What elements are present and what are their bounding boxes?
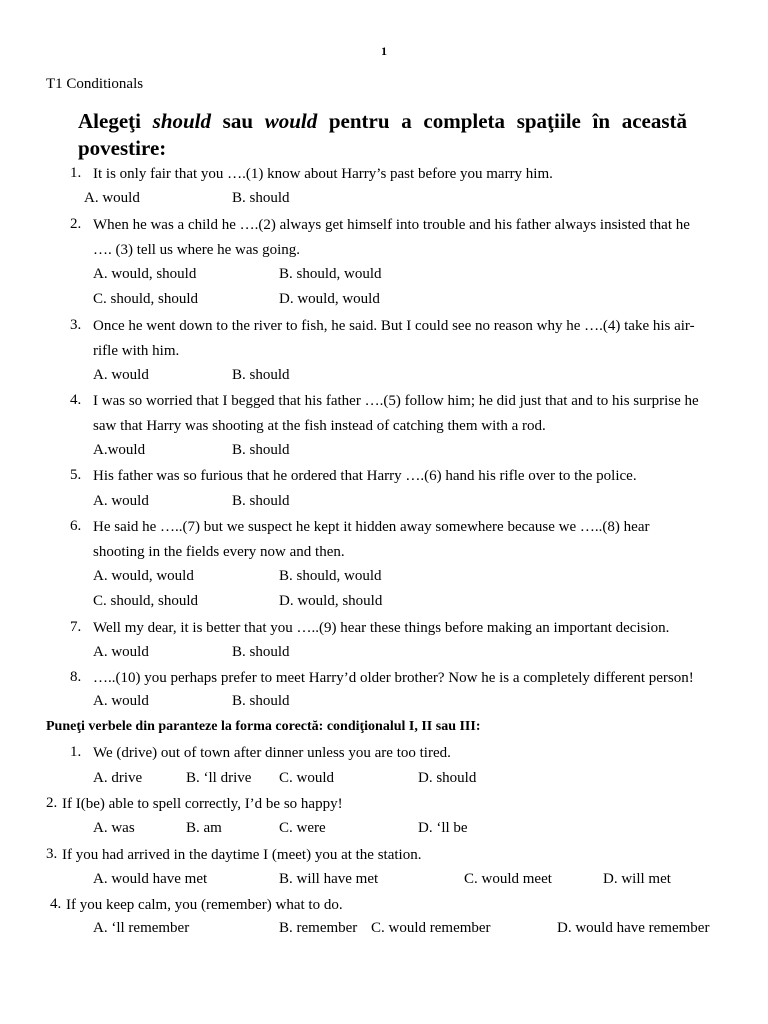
question-text: He said he …..(7) but we suspect he kept it hidden away somewhere because we …..(8) hear xyxy=(93,519,650,535)
title-word: completa xyxy=(423,109,506,133)
question-text: Well my dear, it is better that you …..(9) hear these things before making an important decision. xyxy=(93,620,670,636)
question-number: 5. xyxy=(70,467,82,483)
question-number: 6. xyxy=(70,518,82,534)
option-d: D. should xyxy=(418,770,477,786)
option-b: B. will have met xyxy=(279,871,379,887)
question-text: If I(be) able to spell correctly, I’d be so happy! xyxy=(62,796,343,812)
title-word: Alegeţi xyxy=(78,109,141,133)
option-b: B. remember xyxy=(279,920,358,936)
question-number: 4. xyxy=(70,392,82,408)
option-a: A. would xyxy=(93,367,149,383)
option-a: A. would xyxy=(93,693,149,709)
option-a: A. would xyxy=(84,190,140,206)
option-b: B. should xyxy=(232,644,290,660)
option-d: D. would, would xyxy=(279,291,380,307)
title-word: should xyxy=(152,109,212,133)
question-number: 2. xyxy=(46,795,58,811)
option-b: B. am xyxy=(186,820,222,836)
question-number: 2. xyxy=(70,216,82,232)
option-c: C. were xyxy=(279,820,326,836)
question-text: If you keep calm, you (remember) what to do. xyxy=(66,897,343,913)
option-c: C. should, should xyxy=(93,291,199,307)
option-d: D. will met xyxy=(603,871,671,887)
question-number: 7. xyxy=(70,619,82,635)
question-number: 1. xyxy=(70,744,82,760)
title-word: a xyxy=(401,109,412,133)
option-b: B. should xyxy=(232,493,290,509)
question-text: We (drive) out of town after dinner unless you are too tired. xyxy=(93,745,451,761)
section1-title xyxy=(78,108,687,162)
option-a: A. would xyxy=(93,644,149,660)
option-a: A. was xyxy=(93,820,135,836)
question-text: When he was a child he ….(2) always get himself into trouble and his father always insisted that he xyxy=(93,217,690,233)
question-text: I was so worried that I begged that his father ….(5) follow him; he did just that and to his surprise he xyxy=(93,393,699,409)
title-word: would xyxy=(264,109,318,133)
option-b: B. should xyxy=(232,693,290,709)
question-number: 3. xyxy=(46,846,58,862)
title-word: în xyxy=(592,109,611,133)
option-b: B. ‘ll drive xyxy=(186,770,252,786)
section1-title-line2: povestire: xyxy=(78,136,167,160)
option-b: B. should, would xyxy=(279,568,382,584)
section1-title-line1 xyxy=(78,108,687,135)
option-c: C. should, should xyxy=(93,593,199,609)
option-a: A. drive xyxy=(93,770,143,786)
question-text: If you had arrived in the daytime I (meet) you at the station. xyxy=(62,847,422,863)
title-word: pentru xyxy=(328,109,390,133)
question-text: His father was so furious that he ordered that Harry ….(6) hand his rifle over to the police. xyxy=(93,468,637,484)
option-a: A. would have met xyxy=(93,871,208,887)
question-text: rifle with him. xyxy=(93,343,180,359)
title-word: sau xyxy=(222,109,254,133)
question-text: …..(10) you perhaps prefer to meet Harry’d older brother? Now he is a completely different person! xyxy=(93,670,694,686)
question-number: 4. xyxy=(50,896,62,912)
option-d: D. would, should xyxy=(279,593,383,609)
option-c: C. would remember xyxy=(371,920,491,936)
option-a: A. ‘ll remember xyxy=(93,920,190,936)
document-header: T1 Conditionals xyxy=(46,76,144,92)
option-d: D. ‘ll be xyxy=(418,820,468,836)
question-number: 3. xyxy=(70,317,82,333)
option-b: B. should, would xyxy=(279,266,382,282)
question-number: 8. xyxy=(70,669,82,685)
option-c: C. would xyxy=(279,770,335,786)
title-word: această xyxy=(621,109,687,133)
option-b: B. should xyxy=(232,442,290,458)
option-b: B. should xyxy=(232,190,290,206)
option-a: A.would xyxy=(93,442,146,458)
section2-title: Puneţi verbele din paranteze la forma corectă: condiţionalul I, II sau III: xyxy=(46,719,481,734)
option-b: B. should xyxy=(232,367,290,383)
title-word: spaţiile xyxy=(516,109,581,133)
question-text: saw that Harry was shooting at the fish instead of catching them with a rod. xyxy=(93,418,546,434)
question-text: shooting in the fields every now and then. xyxy=(93,544,345,560)
option-c: C. would meet xyxy=(464,871,552,887)
option-a: A. would, should xyxy=(93,266,197,282)
question-number: 1. xyxy=(70,165,82,181)
option-d: D. would have remember xyxy=(557,920,710,936)
question-text: …. (3) tell us where he was going. xyxy=(93,242,301,258)
question-text: Once he went down to the river to fish, he said. But I could see no reason why he ….(4) take his air- xyxy=(93,318,695,334)
question-text: It is only fair that you ….(1) know about Harry’s past before you marry him. xyxy=(93,166,553,182)
option-a: A. would xyxy=(93,493,149,509)
page-number: 1 xyxy=(381,44,387,58)
option-a: A. would, would xyxy=(93,568,194,584)
